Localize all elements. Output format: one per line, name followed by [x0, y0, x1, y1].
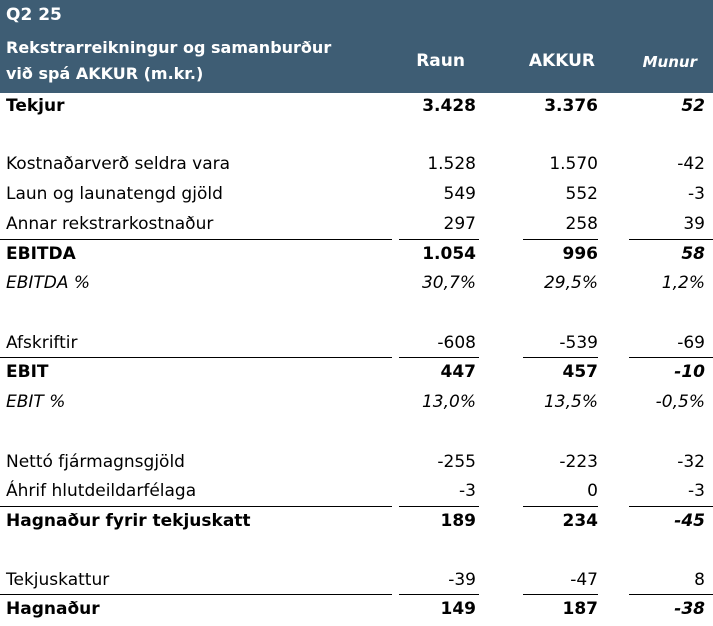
row-label: EBIT % — [6, 392, 66, 412]
subtotal-rule — [0, 357, 392, 358]
cell-akkur: 258 — [565, 214, 598, 234]
cell-raun: 447 — [440, 362, 476, 382]
cell-raun: -255 — [437, 452, 476, 472]
cell-munur: 52 — [681, 96, 705, 116]
column-header-akkur: AKKUR — [528, 51, 595, 71]
cell-munur: -0,5% — [655, 392, 705, 412]
cell-akkur: 457 — [562, 362, 598, 382]
subtotal-rule — [629, 239, 713, 240]
row-label: Hagnaður fyrir tekjuskatt — [6, 511, 251, 531]
row-label: Kostnaðarverð seldra vara — [6, 154, 231, 174]
cell-akkur: -539 — [559, 333, 598, 353]
subtotal-rule — [399, 357, 479, 358]
row-label: EBITDA % — [6, 273, 91, 293]
cell-raun: 3.428 — [422, 96, 476, 116]
subtotal-rule — [629, 594, 713, 595]
table-row — [0, 151, 713, 181]
cell-akkur: 187 — [562, 599, 598, 619]
table-row-ebitda-pct — [0, 270, 713, 300]
subtotal-rule — [629, 506, 713, 507]
subtotal-rule — [629, 357, 713, 358]
table-row-ebit-pct — [0, 389, 713, 419]
subtotal-rule — [0, 239, 392, 240]
subtotal-rule — [523, 239, 598, 240]
table-row — [0, 478, 713, 508]
table-header — [0, 0, 713, 93]
cell-raun: 189 — [440, 511, 476, 531]
subtotal-rule — [523, 506, 598, 507]
row-label: Áhrif hlutdeildarfélaga — [6, 481, 197, 501]
table-row-pretax-profit — [0, 508, 713, 538]
table-title-line2: við spá AKKUR (m.kr.) — [6, 64, 204, 83]
cell-raun: -39 — [448, 570, 476, 590]
cell-akkur: 1.570 — [549, 154, 598, 174]
cell-munur: -10 — [674, 362, 705, 382]
cell-raun: 1.054 — [422, 244, 476, 264]
cell-akkur: 3.376 — [544, 96, 598, 116]
column-header-munur: Munur — [642, 53, 697, 71]
cell-akkur: -47 — [570, 570, 598, 590]
subtotal-rule — [399, 506, 479, 507]
table-row-net-profit — [0, 596, 713, 626]
cell-akkur: 234 — [562, 511, 598, 531]
row-label: Laun og launatengd gjöld — [6, 184, 223, 204]
cell-munur: -3 — [688, 184, 705, 204]
cell-raun: 149 — [440, 599, 476, 619]
cell-munur: -3 — [688, 481, 705, 501]
row-label: Nettó fjármagnsgjöld — [6, 452, 185, 472]
cell-raun: 13,0% — [421, 392, 476, 412]
period-label: Q2 25 — [6, 5, 62, 25]
subtotal-rule — [0, 506, 392, 507]
table-title-line1: Rekstrarreikningur og samanburður — [6, 38, 332, 57]
cell-munur: -69 — [677, 333, 705, 353]
row-label: Annar rekstrarkostnaður — [6, 214, 214, 234]
cell-munur: 58 — [681, 244, 705, 264]
cell-munur: -42 — [677, 154, 705, 174]
cell-munur: 39 — [683, 214, 705, 234]
cell-raun: 297 — [443, 214, 476, 234]
cell-munur: 1,2% — [661, 273, 705, 293]
cell-akkur: 0 — [587, 481, 598, 501]
column-header-raun: Raun — [416, 51, 465, 71]
row-label: EBITDA — [6, 244, 76, 264]
subtotal-rule — [523, 357, 598, 358]
table-row — [0, 330, 713, 360]
table-row — [0, 449, 713, 479]
row-label: Afskriftir — [6, 333, 78, 353]
table-row — [0, 567, 713, 597]
row-label: Hagnaður — [6, 599, 100, 619]
table-row-tekjur — [0, 93, 713, 123]
cell-munur: -38 — [674, 599, 705, 619]
cell-raun: -608 — [437, 333, 476, 353]
cell-akkur: 13,5% — [543, 392, 598, 412]
row-label: Tekjuskattur — [6, 570, 110, 590]
table-row — [0, 211, 713, 241]
cell-akkur: 552 — [565, 184, 598, 204]
table-row — [0, 181, 713, 211]
cell-munur: 8 — [694, 570, 705, 590]
cell-akkur: 29,5% — [543, 273, 598, 293]
subtotal-rule — [0, 594, 392, 595]
table-row-ebitda — [0, 241, 713, 271]
row-label: EBIT — [6, 362, 49, 382]
subtotal-rule — [523, 594, 598, 595]
cell-raun: 549 — [443, 184, 476, 204]
row-label: Tekjur — [6, 96, 65, 116]
table-row-ebit — [0, 359, 713, 389]
subtotal-rule — [399, 594, 479, 595]
cell-raun: 1.528 — [427, 154, 476, 174]
cell-raun: 30,7% — [421, 273, 476, 293]
cell-munur: -45 — [674, 511, 705, 531]
cell-munur: -32 — [677, 452, 705, 472]
subtotal-rule — [399, 239, 479, 240]
cell-akkur: -223 — [559, 452, 598, 472]
cell-akkur: 996 — [562, 244, 598, 264]
cell-raun: -3 — [459, 481, 476, 501]
